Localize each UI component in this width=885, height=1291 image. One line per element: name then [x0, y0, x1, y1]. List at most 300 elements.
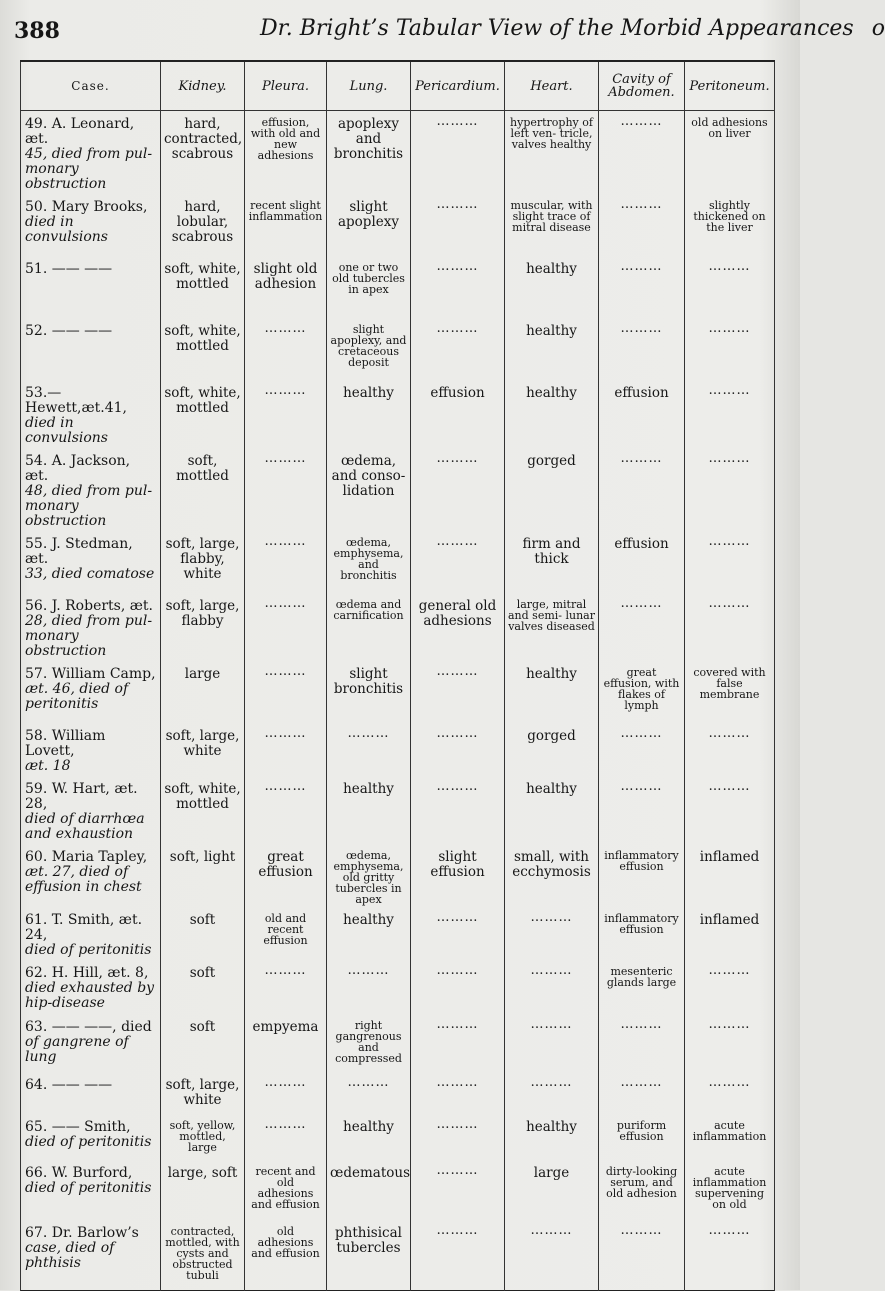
- kidney-cell: [161, 531, 245, 593]
- case-note: died of diarrhœa and exhaustion: [25, 811, 145, 842]
- pleura-cell: [245, 1220, 327, 1290]
- abdomen-finding: great effusion, with flakes of lymph: [603, 666, 680, 712]
- pericardium-cell: [411, 194, 505, 256]
- case-name: 67. Dr. Barlow’s: [25, 1225, 139, 1241]
- case-cell: [21, 318, 161, 380]
- case-cell: [21, 531, 161, 593]
- pleura-finding: great effusion: [258, 849, 313, 880]
- abdomen-cell: [599, 318, 685, 380]
- kidney-finding: soft, yellow, mottled, large: [169, 1119, 236, 1154]
- case-note: 48, died from pul- monary obstruction: [25, 483, 153, 529]
- pericardium-finding: ………: [436, 664, 479, 679]
- pericardium-finding: ………: [436, 1075, 479, 1090]
- case-name: 52. —— ——: [25, 323, 113, 339]
- kidney-cell: [161, 448, 245, 531]
- heart-cell: [505, 1160, 599, 1220]
- kidney-finding: soft, large, white: [165, 728, 240, 759]
- pericardium-cell: [411, 318, 505, 380]
- abdomen-cell: [599, 1114, 685, 1160]
- heart-finding: healthy: [526, 261, 577, 277]
- kidney-cell: [161, 380, 245, 448]
- peritoneum-finding: ………: [708, 963, 751, 978]
- peritoneum-cell: [685, 1114, 775, 1160]
- lung-cell: [327, 723, 411, 776]
- pleura-cell: [245, 380, 327, 448]
- column-header-heart: Heart.: [505, 61, 599, 111]
- pleura-cell: [245, 1160, 327, 1220]
- pleura-cell: [245, 256, 327, 318]
- pericardium-cell: [411, 380, 505, 448]
- column-header-kidney: Kidney.: [161, 61, 245, 111]
- case-cell: [21, 1220, 161, 1290]
- pericardium-cell: [411, 448, 505, 531]
- peritoneum-finding: inflamed: [699, 912, 760, 928]
- pleura-cell: [245, 111, 327, 195]
- table-row: [21, 661, 775, 723]
- case-cell: [21, 907, 161, 960]
- table-row: [21, 531, 775, 593]
- lung-cell: [327, 380, 411, 448]
- abdomen-cell: [599, 907, 685, 960]
- table-row: [21, 907, 775, 960]
- table-header-row: [21, 61, 775, 111]
- pleura-finding: ………: [264, 963, 307, 978]
- lung-finding: healthy: [343, 912, 394, 928]
- peritoneum-finding: ………: [708, 451, 751, 466]
- case-name: 56. J. Roberts, æt.: [25, 598, 153, 614]
- heart-cell: [505, 380, 599, 448]
- peritoneum-finding: ………: [708, 259, 751, 274]
- peritoneum-cell: [685, 1014, 775, 1072]
- lung-cell: [327, 960, 411, 1014]
- lung-cell: [327, 593, 411, 661]
- pericardium-cell: [411, 1220, 505, 1290]
- lung-finding: apoplexy and bronchitis: [333, 116, 404, 162]
- heart-finding: hypertrophy of left ven- tricle, valves healthy: [510, 116, 593, 151]
- abdomen-cell: [599, 1014, 685, 1072]
- kidney-cell: [161, 723, 245, 776]
- column-header-pleura: Pleura.: [245, 61, 327, 111]
- kidney-cell: [161, 1160, 245, 1220]
- lung-finding: œdema, and conso- lidation: [331, 453, 406, 499]
- peritoneum-finding: old adhesions on liver: [691, 116, 768, 140]
- pleura-cell: [245, 1114, 327, 1160]
- abdomen-finding: ………: [620, 1017, 663, 1032]
- case-cell: [21, 960, 161, 1014]
- running-title-text: Dr. Bright’s Tabular View of the Morbid Appearances: [260, 16, 854, 41]
- kidney-cell: [161, 256, 245, 318]
- peritoneum-finding: ………: [708, 383, 751, 398]
- kidney-cell: [161, 1014, 245, 1072]
- peritoneum-cell: [685, 1072, 775, 1114]
- pleura-cell: [245, 907, 327, 960]
- lung-finding: slight apoplexy: [337, 199, 399, 230]
- abdomen-cell: [599, 194, 685, 256]
- column-header-pericardium: Pericardium.: [411, 61, 505, 111]
- pericardium-finding: ………: [436, 534, 479, 549]
- kidney-finding: large: [184, 666, 221, 682]
- column-header-peritoneum: Peritoneum.: [685, 61, 775, 111]
- abdomen-finding: mesenteric glands large: [606, 965, 677, 989]
- kidney-finding: large, soft: [167, 1165, 238, 1181]
- abdomen-finding: ………: [620, 726, 663, 741]
- pericardium-finding: effusion: [430, 385, 485, 401]
- table-row: [21, 380, 775, 448]
- case-note: died of peritonitis: [25, 1134, 152, 1150]
- pericardium-finding: ………: [436, 197, 479, 212]
- pericardium-finding: ………: [436, 726, 479, 741]
- case-note: æt. 18: [25, 758, 71, 774]
- pericardium-finding: ………: [436, 1223, 479, 1238]
- kidney-cell: [161, 593, 245, 661]
- kidney-finding: soft, light: [169, 849, 236, 865]
- case-name: 64. —— ——: [25, 1077, 113, 1093]
- heart-cell: [505, 531, 599, 593]
- pericardium-finding: ………: [436, 1017, 479, 1032]
- pleura-cell: [245, 1072, 327, 1114]
- lung-finding: healthy: [343, 781, 394, 797]
- case-cell: [21, 111, 161, 195]
- pericardium-cell: [411, 960, 505, 1014]
- pleura-cell: [245, 531, 327, 593]
- kidney-cell: [161, 907, 245, 960]
- lung-cell: [327, 1072, 411, 1114]
- heart-cell: [505, 448, 599, 531]
- case-name: 63. —— ——, died: [25, 1019, 152, 1035]
- pericardium-cell: [411, 531, 505, 593]
- pericardium-cell: [411, 844, 505, 907]
- case-name: 59. W. Hart, æt. 28,: [25, 781, 138, 812]
- peritoneum-finding: acute inflammation supervening on old: [692, 1165, 767, 1211]
- lung-cell: [327, 448, 411, 531]
- case-cell: [21, 1114, 161, 1160]
- lung-cell: [327, 907, 411, 960]
- peritoneum-finding: ………: [708, 1017, 751, 1032]
- pleura-finding: old adhesions and effusion: [251, 1225, 320, 1260]
- case-cell: [21, 194, 161, 256]
- peritoneum-cell: [685, 318, 775, 380]
- case-name: 65. —— Smith,: [25, 1119, 131, 1135]
- pericardium-finding: slight effusion: [430, 849, 485, 880]
- abdomen-finding: ………: [620, 114, 663, 129]
- lung-finding: slight apoplexy, and cretaceous deposit: [330, 323, 407, 369]
- heart-finding: healthy: [526, 323, 577, 339]
- table-row: [21, 1014, 775, 1072]
- heart-cell: [505, 960, 599, 1014]
- case-cell: [21, 844, 161, 907]
- peritoneum-cell: [685, 1220, 775, 1290]
- lung-cell: [327, 1014, 411, 1072]
- abdomen-finding: ………: [620, 1075, 663, 1090]
- heart-finding: gorged: [527, 728, 576, 744]
- kidney-finding: soft, white, mottled: [164, 323, 241, 354]
- case-name: 49. A. Leonard, æt.: [25, 116, 135, 147]
- peritoneum-cell: [685, 111, 775, 195]
- kidney-cell: [161, 1220, 245, 1290]
- abdomen-finding: inflammatory effusion: [604, 849, 679, 873]
- table-row: [21, 776, 775, 844]
- heart-cell: [505, 1072, 599, 1114]
- table-row: [21, 1114, 775, 1160]
- case-note: 28, died from pul- monary obstruction: [25, 613, 153, 659]
- case-name: 54. A. Jackson, æt.: [25, 453, 131, 484]
- table-row: [21, 448, 775, 531]
- peritoneum-finding: inflamed: [699, 849, 760, 865]
- table-row: [21, 1160, 775, 1220]
- lung-finding: ………: [347, 726, 390, 741]
- kidney-finding: soft, mottled: [176, 453, 229, 484]
- lung-finding: healthy: [343, 1119, 394, 1135]
- case-name: 51. —— ——: [25, 261, 113, 277]
- abdomen-cell: [599, 380, 685, 448]
- case-cell: [21, 448, 161, 531]
- table-row: [21, 960, 775, 1014]
- lung-finding: œdema, emphysema, old gritty tubercles in apex: [333, 849, 404, 906]
- heart-cell: [505, 593, 599, 661]
- case-name: 58. William Lovett,: [25, 728, 106, 759]
- kidney-cell: [161, 844, 245, 907]
- case-note: æt. 27, died of effusion in chest: [25, 864, 142, 895]
- pleura-cell: [245, 318, 327, 380]
- kidney-finding: contracted, mottled, with cysts and obstructed tubuli: [165, 1225, 240, 1282]
- kidney-finding: soft, white, mottled: [164, 781, 241, 812]
- heart-cell: [505, 194, 599, 256]
- lung-finding: œdema, emphysema, and bronchitis: [333, 536, 404, 582]
- pleura-finding: ………: [264, 321, 307, 336]
- kidney-cell: [161, 318, 245, 380]
- lung-cell: [327, 318, 411, 380]
- page-number: 388: [14, 18, 60, 44]
- abdomen-finding: puriform effusion: [616, 1119, 667, 1143]
- lung-finding: right gangrenous and compressed: [335, 1019, 402, 1065]
- lung-cell: [327, 1160, 411, 1220]
- abdomen-cell: [599, 723, 685, 776]
- pericardium-cell: [411, 1014, 505, 1072]
- heart-cell: [505, 256, 599, 318]
- abdomen-finding: effusion: [614, 536, 669, 552]
- pleura-finding: effusion, with old and new adhesions: [250, 116, 321, 162]
- kidney-cell: [161, 776, 245, 844]
- case-note: of gangrene of lung: [25, 1034, 129, 1065]
- lung-cell: [327, 776, 411, 844]
- pleura-cell: [245, 593, 327, 661]
- heart-finding: firm and thick: [522, 536, 581, 567]
- kidney-finding: hard, contracted, scabrous: [164, 116, 243, 162]
- kidney-finding: soft: [189, 965, 216, 981]
- pleura-cell: [245, 844, 327, 907]
- heart-finding: ………: [530, 963, 573, 978]
- case-name: 66. W. Burford,: [25, 1165, 133, 1181]
- heart-cell: [505, 318, 599, 380]
- case-name: 57. William Camp,: [25, 666, 156, 682]
- abdomen-cell: [599, 1072, 685, 1114]
- heart-cell: [505, 111, 599, 195]
- pericardium-finding: ………: [436, 963, 479, 978]
- pericardium-cell: [411, 1160, 505, 1220]
- pleura-cell: [245, 448, 327, 531]
- case-cell: [21, 661, 161, 723]
- pleura-finding: ………: [264, 383, 307, 398]
- heart-finding: ………: [530, 1075, 573, 1090]
- running-title: [260, 16, 885, 41]
- peritoneum-cell: [685, 661, 775, 723]
- pericardium-cell: [411, 593, 505, 661]
- pleura-finding: recent and old adhesions and effusion: [251, 1165, 320, 1211]
- kidney-cell: [161, 661, 245, 723]
- pleura-finding: ………: [264, 1075, 307, 1090]
- pericardium-finding: ………: [436, 1163, 479, 1178]
- table-row: [21, 1220, 775, 1290]
- table-row: [21, 256, 775, 318]
- abdomen-finding: effusion: [614, 385, 669, 401]
- peritoneum-cell: [685, 907, 775, 960]
- kidney-cell: [161, 111, 245, 195]
- kidney-cell: [161, 1072, 245, 1114]
- peritoneum-cell: [685, 776, 775, 844]
- kidney-finding: soft: [189, 1019, 216, 1035]
- table-row: [21, 723, 775, 776]
- pericardium-finding: ………: [436, 321, 479, 336]
- heart-finding: healthy: [526, 385, 577, 401]
- table-row: [21, 318, 775, 380]
- peritoneum-finding: ………: [708, 534, 751, 549]
- lung-finding: œdema and carnification: [333, 598, 404, 622]
- abdomen-finding: ………: [620, 197, 663, 212]
- kidney-finding: soft, large, white: [165, 1077, 240, 1108]
- pleura-finding: ………: [264, 726, 307, 741]
- case-cell: [21, 380, 161, 448]
- lung-cell: [327, 194, 411, 256]
- running-title-edge-letter: o: [871, 16, 885, 41]
- heart-finding: healthy: [526, 666, 577, 682]
- case-note: 45, died from pul- monary obstruction: [25, 146, 153, 192]
- table-row: [21, 194, 775, 256]
- heart-cell: [505, 1114, 599, 1160]
- pericardium-finding: ………: [436, 1117, 479, 1132]
- pleura-cell: [245, 960, 327, 1014]
- pericardium-cell: [411, 1114, 505, 1160]
- pleura-finding: recent slight inflammation: [248, 199, 323, 223]
- heart-finding: muscular, with slight trace of mitral disease: [510, 199, 593, 234]
- kidney-cell: [161, 960, 245, 1014]
- heart-cell: [505, 1220, 599, 1290]
- peritoneum-finding: covered with false membrane: [693, 666, 766, 701]
- case-cell: [21, 593, 161, 661]
- pericardium-finding: ………: [436, 114, 479, 129]
- pericardium-cell: [411, 776, 505, 844]
- heart-finding: ………: [530, 1223, 573, 1238]
- abdomen-cell: [599, 844, 685, 907]
- abdomen-finding: ………: [620, 779, 663, 794]
- abdomen-finding: dirty-looking serum, and old adhesion: [605, 1165, 678, 1200]
- peritoneum-cell: [685, 723, 775, 776]
- pleura-finding: ………: [264, 664, 307, 679]
- pleura-finding: ………: [264, 534, 307, 549]
- abdomen-finding: ………: [620, 321, 663, 336]
- peritoneum-cell: [685, 256, 775, 318]
- peritoneum-finding: ………: [708, 596, 751, 611]
- heart-finding: healthy: [526, 781, 577, 797]
- case-cell: [21, 1160, 161, 1220]
- pleura-finding: old and recent effusion: [263, 912, 308, 947]
- pericardium-cell: [411, 907, 505, 960]
- pleura-cell: [245, 723, 327, 776]
- heart-finding: ………: [530, 1017, 573, 1032]
- kidney-finding: soft: [189, 912, 216, 928]
- lung-cell: [327, 531, 411, 593]
- case-cell: [21, 723, 161, 776]
- pericardium-finding: ………: [436, 259, 479, 274]
- column-header-case: Case.: [21, 61, 161, 111]
- pleura-finding: slight old adhesion: [253, 261, 318, 292]
- morbid-appearances-table: [20, 60, 775, 1291]
- pleura-cell: [245, 1014, 327, 1072]
- heart-finding: large, mitral and semi- lunar valves diseased: [508, 598, 596, 633]
- abdomen-finding: inflammatory effusion: [604, 912, 679, 936]
- peritoneum-finding: acute inflammation: [692, 1119, 767, 1143]
- case-name: 53.— Hewett,æt.41,: [25, 385, 127, 416]
- table-row: [21, 844, 775, 907]
- heart-cell: [505, 1014, 599, 1072]
- kidney-finding: soft, large, flabby, white: [165, 536, 240, 582]
- lung-finding: œdematous: [330, 1165, 411, 1181]
- heart-cell: [505, 723, 599, 776]
- table-row: [21, 1072, 775, 1114]
- case-name: 50. Mary Brooks,: [25, 199, 148, 215]
- pericardium-finding: ………: [436, 451, 479, 466]
- peritoneum-cell: [685, 194, 775, 256]
- kidney-finding: soft, white, mottled: [164, 385, 241, 416]
- lung-cell: [327, 844, 411, 907]
- case-cell: [21, 1072, 161, 1114]
- heart-cell: [505, 907, 599, 960]
- case-note: died of peritonitis: [25, 1180, 152, 1196]
- abdomen-cell: [599, 776, 685, 844]
- pericardium-cell: [411, 1072, 505, 1114]
- pleura-finding: ………: [264, 1117, 307, 1132]
- abdomen-cell: [599, 960, 685, 1014]
- lung-finding: slight bronchitis: [333, 666, 404, 697]
- case-cell: [21, 256, 161, 318]
- kidney-finding: soft, large, flabby: [165, 598, 240, 629]
- abdomen-finding: ………: [620, 596, 663, 611]
- abdomen-cell: [599, 448, 685, 531]
- abdomen-cell: [599, 256, 685, 318]
- peritoneum-cell: [685, 1160, 775, 1220]
- kidney-cell: [161, 1114, 245, 1160]
- case-name: 60. Maria Tapley,: [25, 849, 148, 865]
- case-note: died exhausted by hip-disease: [25, 980, 155, 1011]
- pericardium-finding: ………: [436, 779, 479, 794]
- pericardium-finding: general old adhesions: [418, 598, 497, 629]
- abdomen-finding: ………: [620, 259, 663, 274]
- lung-finding: one or two old tubercles in apex: [332, 261, 405, 296]
- peritoneum-finding: ………: [708, 779, 751, 794]
- column-header-lung: Lung.: [327, 61, 411, 111]
- kidney-finding: soft, white, mottled: [164, 261, 241, 292]
- pleura-finding: ………: [264, 451, 307, 466]
- peritoneum-cell: [685, 960, 775, 1014]
- abdomen-cell: [599, 1220, 685, 1290]
- pericardium-cell: [411, 723, 505, 776]
- lung-finding: phthisical tubercles: [335, 1225, 402, 1256]
- kidney-cell: [161, 194, 245, 256]
- peritoneum-cell: [685, 448, 775, 531]
- pericardium-cell: [411, 256, 505, 318]
- case-cell: [21, 1014, 161, 1072]
- abdomen-cell: [599, 111, 685, 195]
- lung-cell: [327, 111, 411, 195]
